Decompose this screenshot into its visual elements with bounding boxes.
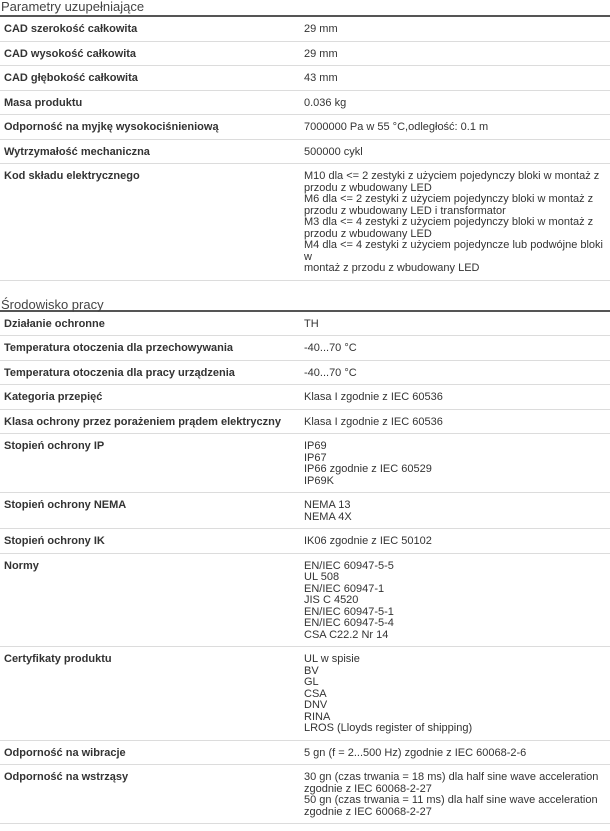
spec-value-line: UL w spisie bbox=[304, 653, 360, 665]
spec-value bbox=[304, 49, 604, 61]
spec-value-line: Klasa I zgodnie z IEC 60536 bbox=[304, 415, 443, 428]
spec-row bbox=[0, 361, 610, 386]
spec-value bbox=[304, 536, 604, 548]
spec-value-line: 50 gn (czas trwania = 11 ms) dla half sine wave acceleration bbox=[304, 794, 598, 806]
spec-row bbox=[0, 554, 610, 648]
section-title: Parametry uzupełniające bbox=[0, 0, 610, 17]
spec-row bbox=[0, 312, 610, 337]
spec-label: Kod składu elektrycznego bbox=[4, 170, 140, 182]
spec-row bbox=[0, 164, 610, 281]
spec-label: CAD wysokość całkowita bbox=[4, 47, 137, 60]
spec-label: CAD głębokość całkowita bbox=[4, 72, 138, 84]
spec-value-line: M4 dla <= 4 zestyki z użyciem pojedyncze lub podwójne bloki w bbox=[304, 239, 603, 263]
spec-row bbox=[0, 66, 610, 91]
spec-value-line: IP69K bbox=[304, 474, 334, 487]
spec-value-line: EN/IEC 60947-5-5 bbox=[304, 559, 394, 572]
spec-label: Klasa ochrony przez porażeniem prądem elektryczny bbox=[4, 415, 281, 428]
spec-row bbox=[0, 336, 610, 361]
spec-value-line: przodu z wbudowany LED bbox=[304, 181, 432, 194]
spec-value-line: 30 gn (czas trwania = 18 ms) dla half sine wave acceleration bbox=[304, 771, 599, 783]
spec-label: Wytrzymałość mechaniczna bbox=[4, 145, 150, 158]
spec-row bbox=[0, 17, 610, 42]
spec-row bbox=[0, 765, 610, 824]
spec-label: Temperatura otoczenia dla pracy urządzenia bbox=[4, 366, 235, 379]
spec-label: Stopień ochrony IK bbox=[4, 535, 105, 547]
spec-value bbox=[304, 561, 604, 642]
spec-value-line: Klasa I zgodnie z IEC 60536 bbox=[304, 391, 443, 403]
spec-row bbox=[0, 529, 610, 554]
spec-value bbox=[304, 772, 604, 818]
spec-value bbox=[304, 417, 604, 429]
spec-value-line: NEMA 13 bbox=[304, 499, 351, 511]
spec-value-line: IP66 zgodnie z IEC 60529 bbox=[304, 463, 432, 475]
spec-value-line: UL 508 bbox=[304, 571, 340, 583]
spec-label: Temperatura otoczenia dla przechowywania bbox=[4, 342, 234, 354]
spec-value bbox=[304, 500, 604, 523]
spec-value bbox=[304, 368, 604, 380]
spec-value-line: 29 mm bbox=[304, 47, 338, 60]
spec-label: Stopień ochrony NEMA bbox=[4, 499, 127, 511]
spec-table bbox=[0, 312, 610, 825]
spec-value-line: M6 dla <= 2 zestyki z użyciem pojedynczy bloki w montaż z bbox=[304, 193, 594, 205]
spec-row bbox=[0, 91, 610, 116]
spec-value bbox=[304, 24, 604, 36]
spec-label: Normy bbox=[4, 559, 39, 572]
spec-label: Odporność na wibracje bbox=[4, 746, 126, 759]
spec-value-line: zgodnie z IEC 60068-2-27 bbox=[304, 805, 432, 818]
spec-row bbox=[0, 434, 610, 493]
spec-value-line: EN/IEC 60947-5-1 bbox=[304, 605, 394, 618]
spec-value-line: JIS C 4520 bbox=[304, 594, 359, 606]
spec-value-line: 0.036 kg bbox=[304, 96, 347, 109]
spec-value-line: 29 mm bbox=[304, 23, 338, 35]
spec-value-line: RINA bbox=[304, 710, 331, 723]
spec-row bbox=[0, 385, 610, 410]
spec-value bbox=[304, 441, 604, 487]
spec-row bbox=[0, 741, 610, 766]
spec-value-line: -40...70 °C bbox=[304, 366, 357, 379]
spec-value-line: M10 dla <= 2 zestyki z użyciem pojedynczy bloki w montaż z bbox=[304, 170, 600, 182]
spec-value bbox=[304, 147, 604, 159]
spec-label: Odporność na wstrząsy bbox=[4, 771, 129, 783]
spec-value-line: IK06 zgodnie z IEC 50102 bbox=[304, 535, 432, 547]
spec-value-line: przodu z wbudowany LED bbox=[304, 227, 432, 240]
spec-value-line: DNV bbox=[304, 699, 328, 711]
section-title: Środowisko pracy bbox=[0, 297, 610, 312]
spec-value-line: IP69 bbox=[304, 440, 327, 452]
spec-value-line: zgodnie z IEC 60068-2-27 bbox=[304, 782, 432, 795]
spec-value bbox=[304, 122, 604, 134]
spec-value bbox=[304, 98, 604, 110]
spec-value-line: CSA C22.2 Nr 14 bbox=[304, 628, 389, 641]
spec-row bbox=[0, 140, 610, 165]
spec-value-line: montaż z przodu z wbudowany LED bbox=[304, 262, 480, 274]
spec-label: Certyfikaty produktu bbox=[4, 653, 112, 665]
spec-value bbox=[304, 73, 604, 85]
spec-value bbox=[304, 319, 604, 331]
spec-label: Działanie ochronne bbox=[4, 317, 105, 330]
spec-value-line: 43 mm bbox=[304, 72, 338, 84]
spec-value-line: GL bbox=[304, 676, 319, 688]
spec-value bbox=[304, 171, 604, 275]
spec-row bbox=[0, 647, 610, 741]
spec-value bbox=[304, 748, 604, 760]
spec-value bbox=[304, 392, 604, 404]
spec-label: Kategoria przepięć bbox=[4, 391, 103, 403]
spec-value-line: 5 gn (f = 2...500 Hz) zgodnie z IEC 60068-2-6 bbox=[304, 746, 527, 759]
spec-value-line: NEMA 4X bbox=[304, 510, 352, 523]
spec-value-line: LROS (Lloyds register of shipping) bbox=[304, 722, 473, 734]
spec-value bbox=[304, 654, 604, 735]
spec-row bbox=[0, 115, 610, 140]
spec-value-line: -40...70 °C bbox=[304, 342, 357, 354]
spec-label: Odporność na myjkę wysokociśnieniową bbox=[4, 121, 219, 133]
spec-row bbox=[0, 410, 610, 435]
spec-row bbox=[0, 493, 610, 529]
spec-value-line: M3 dla <= 4 zestyki z użyciem pojedynczy bloki w montaż z bbox=[304, 216, 594, 228]
spec-value bbox=[304, 343, 604, 355]
spec-row bbox=[0, 42, 610, 67]
spec-value-line: EN/IEC 60947-1 bbox=[304, 582, 385, 595]
spec-table bbox=[0, 17, 610, 281]
spec-value-line: CSA bbox=[304, 687, 327, 700]
spec-value-line: TH bbox=[304, 317, 319, 330]
spec-label: Stopień ochrony IP bbox=[4, 440, 105, 452]
spec-value-line: IP67 bbox=[304, 451, 327, 464]
spec-value-line: EN/IEC 60947-5-4 bbox=[304, 617, 394, 629]
spec-label: Masa produktu bbox=[4, 96, 83, 109]
spec-value-line: 500000 cykl bbox=[304, 145, 363, 158]
spec-value-line: przodu z wbudowany LED i transformator bbox=[304, 204, 506, 217]
spec-label: CAD szerokość całkowita bbox=[4, 23, 138, 35]
spec-value-line: BV bbox=[304, 664, 319, 677]
spec-value-line: 7000000 Pa w 55 °C,odległość: 0.1 m bbox=[304, 121, 489, 133]
